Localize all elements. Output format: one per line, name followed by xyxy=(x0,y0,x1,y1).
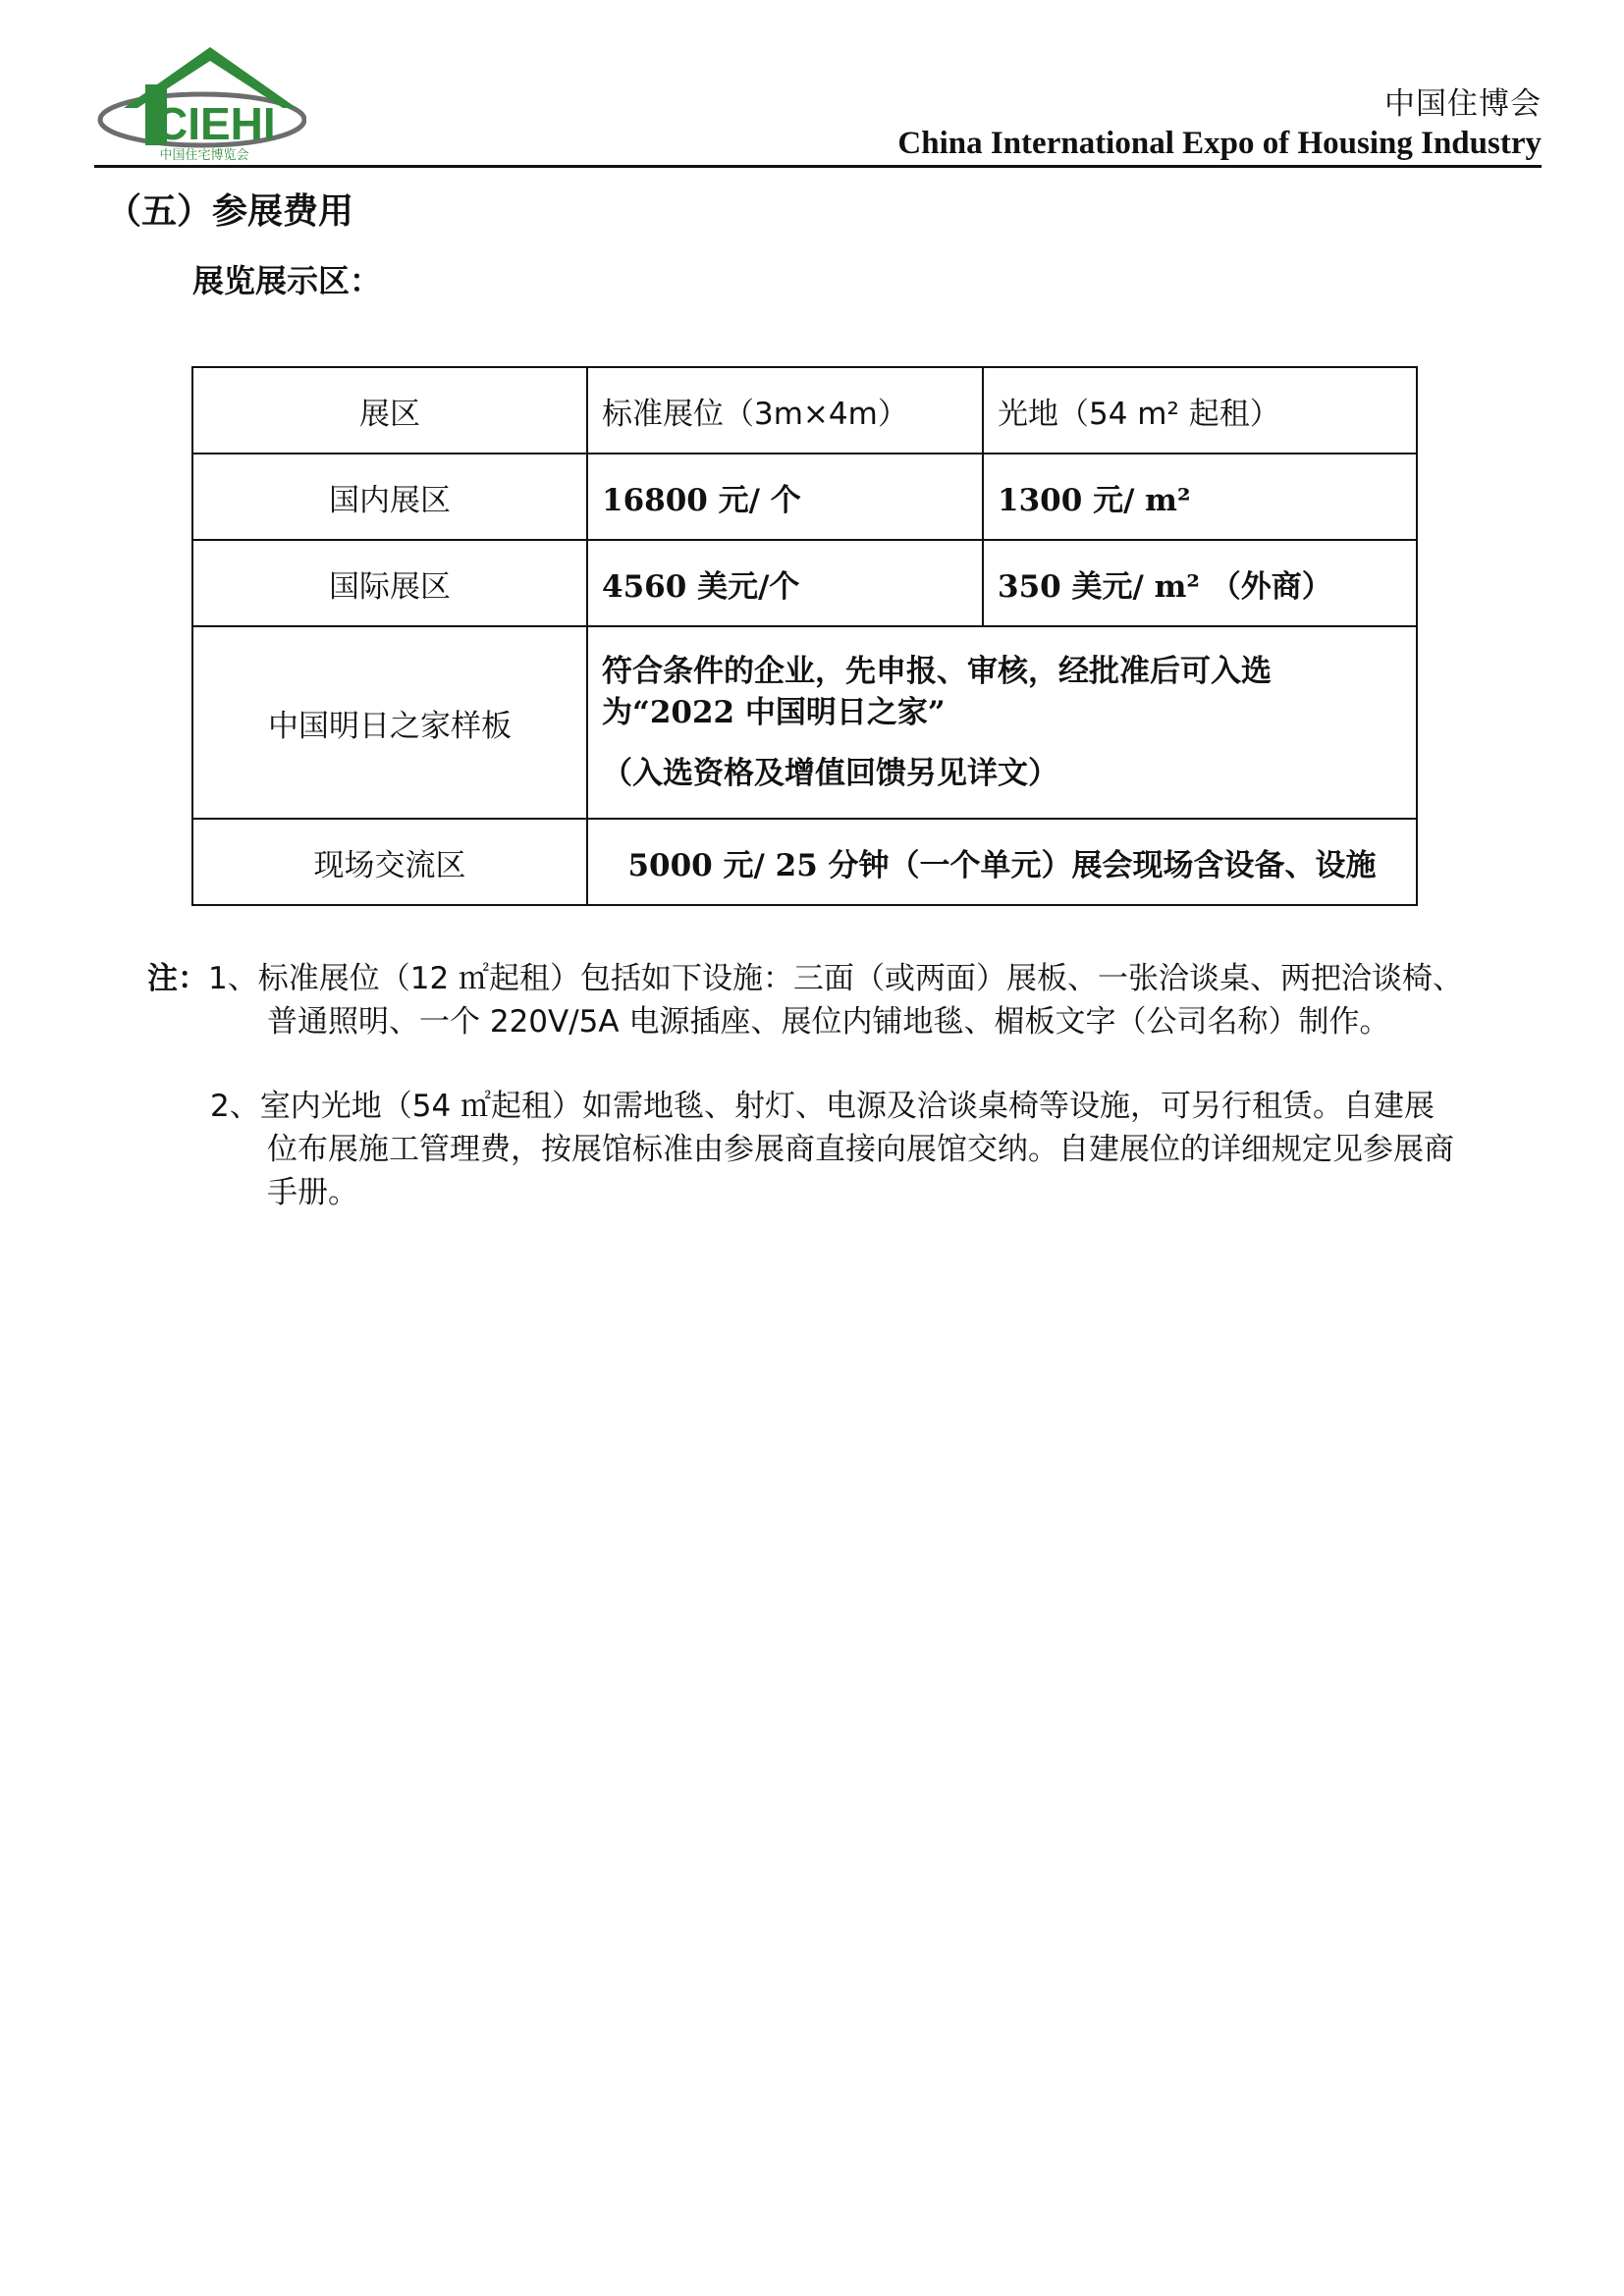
note-1-line-1 xyxy=(147,957,1463,1000)
space-price-cell: 350 美元/ m² （外商） xyxy=(983,540,1417,626)
note-text: 1、标准展位（12 ㎡起租）包括如下设施：三面（或两面）展板、一张洽谈桌、两把洽谈椅、 xyxy=(208,961,1464,996)
header-zone: 展区 xyxy=(192,367,587,454)
page-header xyxy=(94,39,1542,171)
zone-cell: 国际展区 xyxy=(192,540,587,626)
sub-title: 展览展示区： xyxy=(192,262,382,299)
standard-price-cell: 16800 元/ 个 xyxy=(587,454,983,540)
header-space: 光地（54 m² 起租） xyxy=(983,367,1417,454)
table-row xyxy=(192,454,1417,540)
recommend-cell xyxy=(587,626,1417,819)
header-titles xyxy=(897,84,1542,163)
section-title: （五）参展费用 xyxy=(106,191,354,232)
header-divider xyxy=(94,165,1542,168)
note-2-line-2: 位布展施工管理费，按展馆标准由参展商直接向展馆交纳。自建展位的详细规定见参展商 xyxy=(267,1132,1454,1167)
note-2-line-1: 2、室内光地（54 ㎡起租）如需地毯、射灯、电源及洽谈桌椅等设施，可另行租赁。自建展 xyxy=(210,1089,1435,1124)
zone-cell: 中国明日之家样板 xyxy=(192,626,587,819)
zone-cell: 现场交流区 xyxy=(192,819,587,905)
recommend-text: 符合条件的企业，先申报、审核，经批准后可入选为“2022 中国明日之家” xyxy=(602,654,1272,730)
recommend-note: （入选资格及增值回馈另见详文） xyxy=(602,756,1058,791)
logo-wordmark: CIEHI xyxy=(155,98,276,149)
ciehi-logo xyxy=(94,39,306,163)
standard-price-cell: 4560 美元/个 xyxy=(587,540,983,626)
header-standard: 标准展位（3m×4m） xyxy=(587,367,983,454)
logo-subtext: 中国住宅博览会 xyxy=(159,148,249,163)
zone-cell: 国内展区 xyxy=(192,454,587,540)
table-row xyxy=(192,540,1417,626)
table-header-row xyxy=(192,367,1417,454)
fee-table xyxy=(191,366,1418,906)
header-title-cn: 中国住博会 xyxy=(1384,86,1542,122)
table-row xyxy=(192,626,1417,819)
header-title-en: China International Expo of Housing Industry xyxy=(897,126,1542,161)
table-row xyxy=(192,819,1417,905)
space-price-cell: 1300 元/ m² xyxy=(983,454,1417,540)
note-1-line-2: 普通照明、一个 220V/5A 电源插座、展位内铺地毯、楣板文字（公司名称）制作。 xyxy=(267,1004,1390,1040)
note-label: 注： xyxy=(147,961,208,996)
note-2-line-3: 手册。 xyxy=(267,1175,358,1210)
exchange-price-cell: 5000 元/ 25 分钟（一个单元）展会现场含设备、设施 xyxy=(587,819,1417,905)
